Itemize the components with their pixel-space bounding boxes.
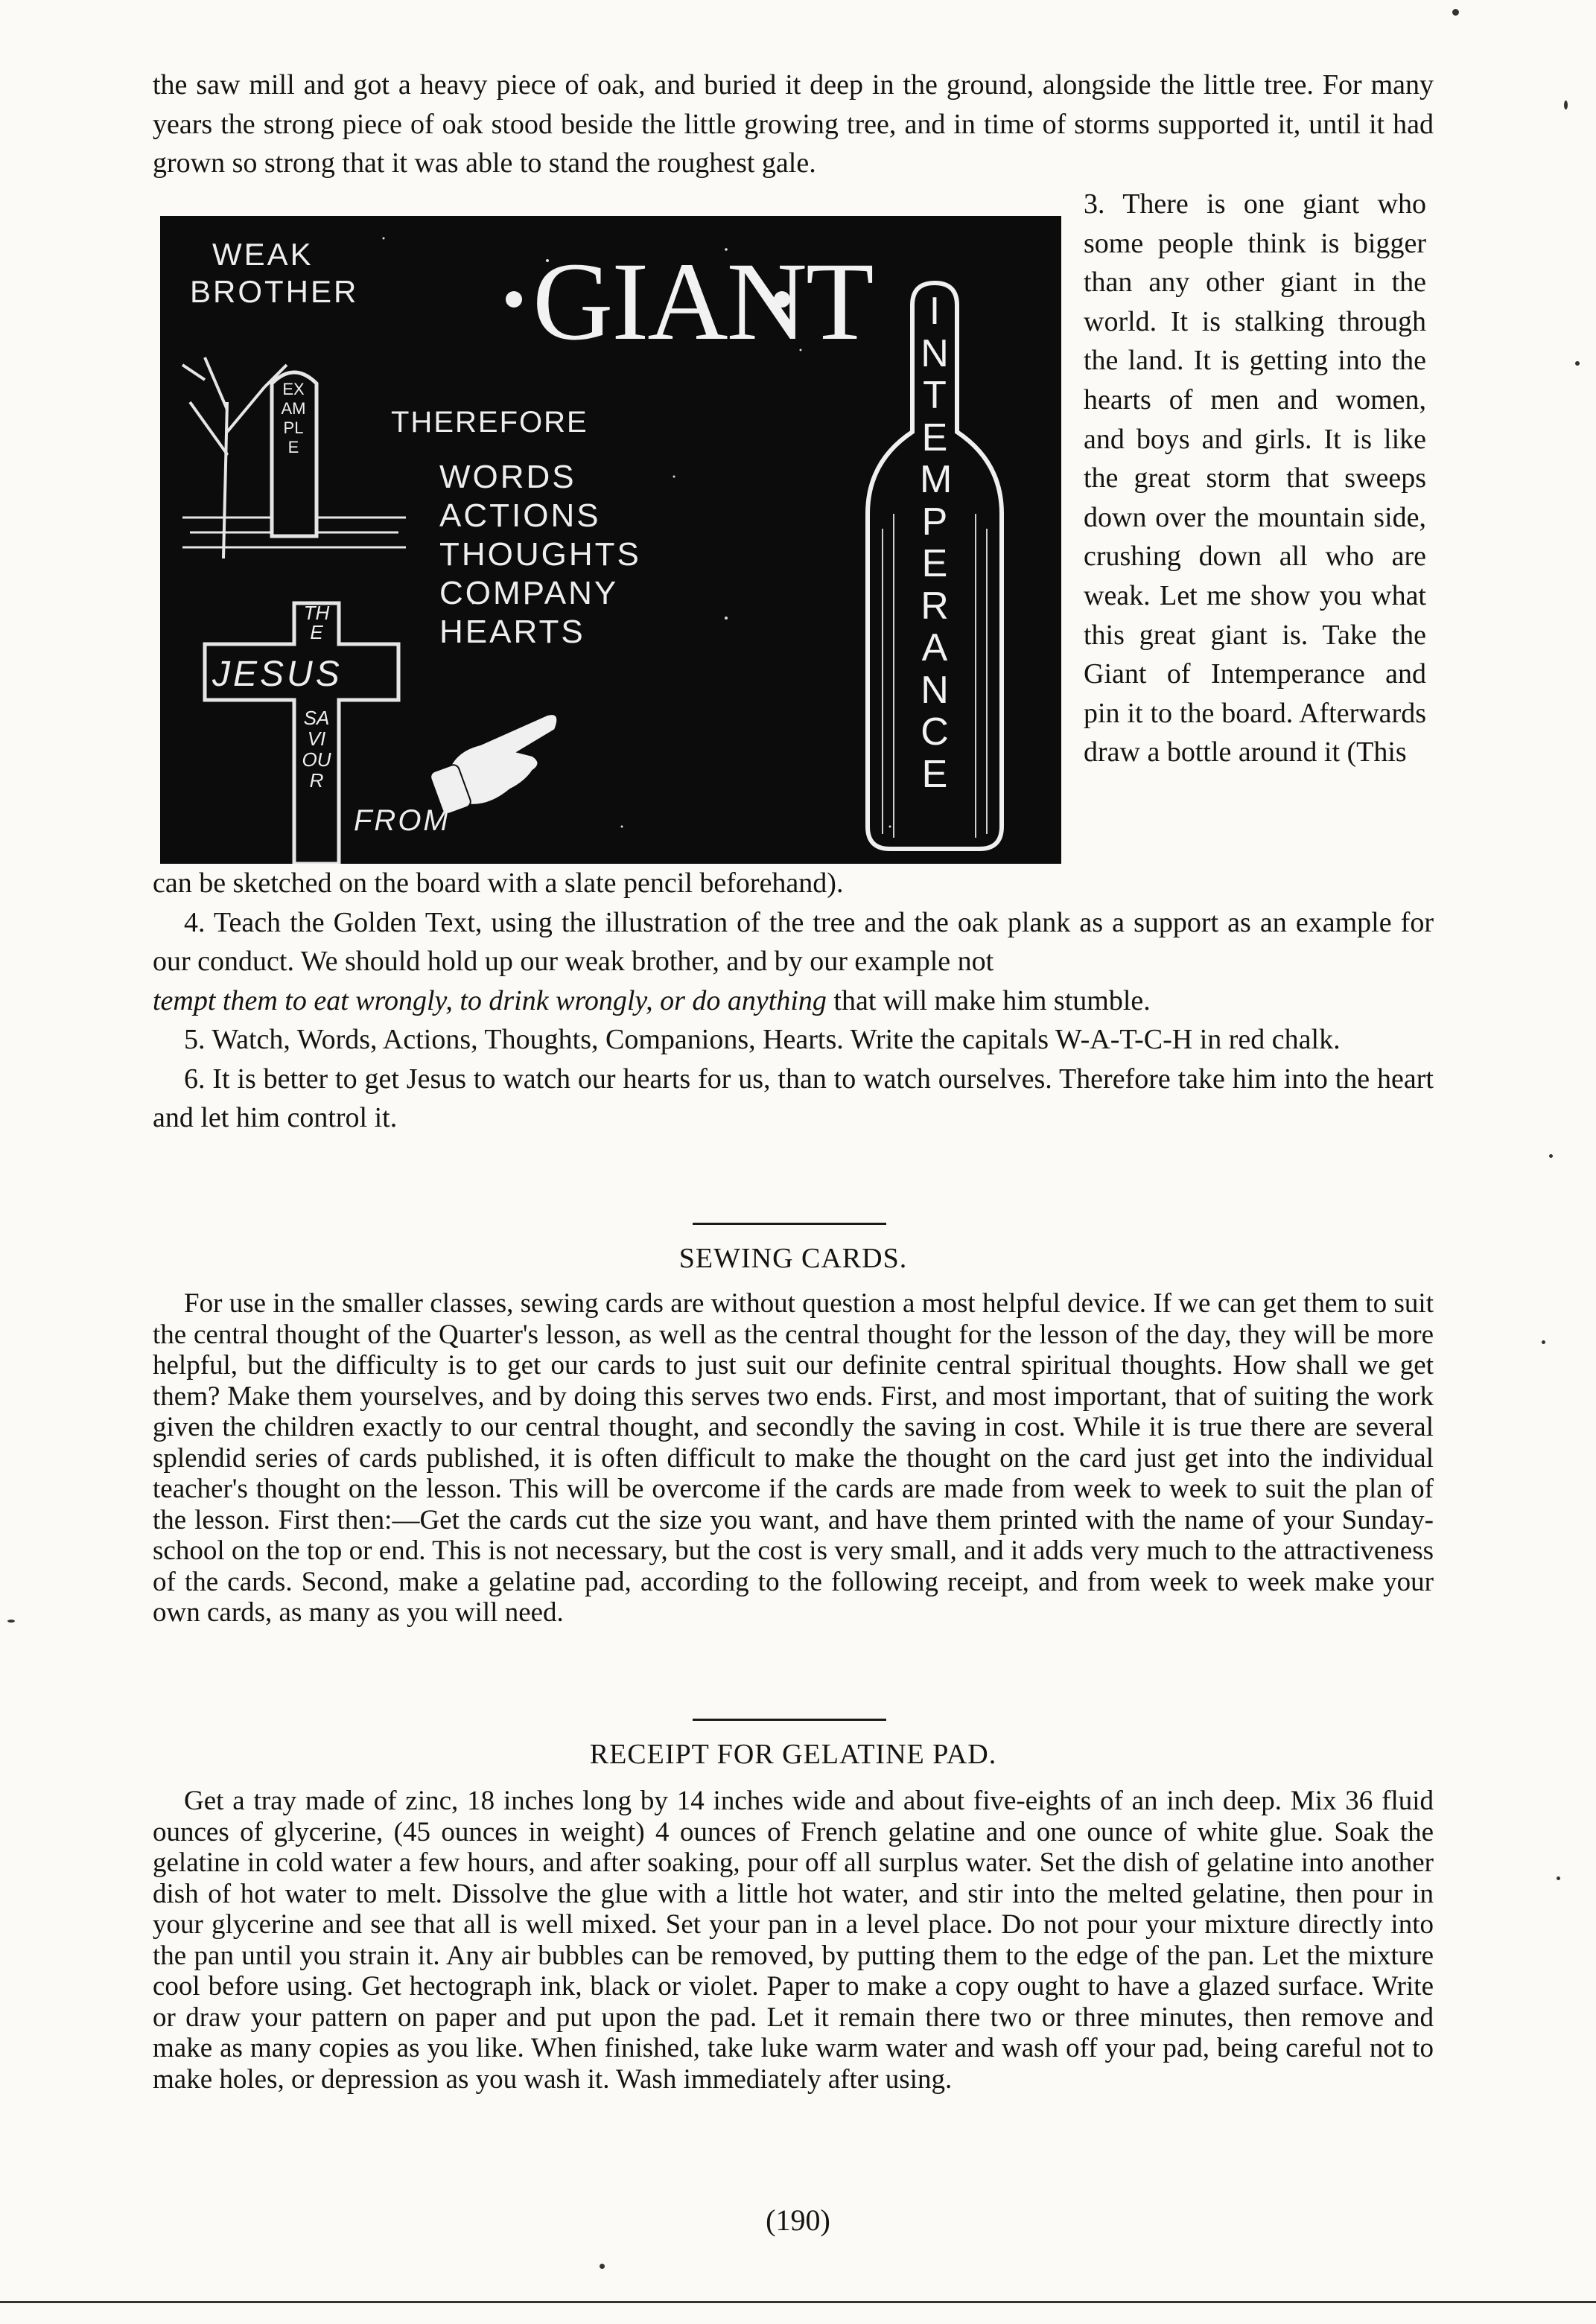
the-label: THE: [303, 602, 330, 643]
top-paragraph: the saw mill and got a heavy piece of oak, and buried it deep in the ground, alongside the little tree. For many years the strong piece of oak stood beside the little growing tree, and in time of storms supported it, until it had grown so strong that it was able to stand the roughest gale.: [153, 69, 1434, 179]
item-4-text: 4. Teach the Golden Text, using the illustration of the tree and the oak plank as a support as an example for our conduct. We should hold up our weak brother, and by our example not: [153, 906, 1434, 977]
watch-list: [439, 458, 641, 652]
scan-edge-line: [0, 2301, 1596, 2303]
saviour-label: SAVIOUR: [302, 707, 331, 792]
weak-label: WEAK: [212, 237, 314, 272]
receipt-text: Get a tray made of zinc, 18 inches long by 14 inches wide and about five-eights of an inch deep. Mix 36 fluid ounces of glycerine, (45 ounces in weight) 4 ounces of French gelatine and one ounce of white glue. Soak the gelatine in cold water a few hours, and after soaking, pour off all surplus water. Set the dish of gelatine into another dish of hot water to melt. Dissolve the glue with a little hot water, and stir into the melted gelatine, then pour in your glycerine and see that all is well mixed. Set your pan in a level place. Do not pour your mixture directly into the pan until you strain it. Any air bubbles can be removed, by putting them to the edge of the pan. Let the mixture cool before using. Get hectograph ink, black or violet. Paper to make a copy ought to have a glazed surface. Write or draw your pattern on paper and put upon the pad. Let it remain there two or three minutes, then remove and make as many copies as you like. When finished, take luke warm water and wash off your pad, being careful not to make holes, or depression as you wash it. Wash immediately after using.: [153, 1786, 1434, 2095]
item-3-text: 3. There is one giant who some people think is bigger than any other giant in the world. It is stalking through the land. It is getting into the hearts of men and women, and boys and girls. It is like the great storm that sweeps down over the mountain side, crushing down all who are weak. Let me show you what this great giant is. Take the Giant of Intemperance and pin it to the board. Afterwards draw a bottle around it (This: [1084, 188, 1426, 768]
speck: [600, 2264, 605, 2269]
sewing-cards-text: For use in the smaller classes, sewing cards are without question a most helpful device. If we can get them to suit the central thought of the Quarter's lesson, as well as the central thought for the lesson of the day, they will be more helpful, but the difficulty is to get our cards to just suit our definite central spiritual thoughts. How shall we get them? Make them yourselves, and by doing this serves two ends. First, and most important, that of suiting the work given the children exactly to our central thought, and secondly the saving in cost. While it is true there are several splendid series of cards published, it is often difficult to make the thought on the card just get into the individual teacher's thought on the lesson. This will be overcome if the cards are made from week to week to suit the plan of the lesson. First then:—Get the cards cut the size you want, and have them printed with the name of your Sunday-school on the top or end. This is not necessary, but the cost is very small, and it adds very much to the attractiveness of the cards. Second, make a gelatine pad, according to the following receipt, and from week to week make your own cards, as many as you will need.: [153, 1288, 1434, 1628]
speck: [1542, 1340, 1545, 1344]
example-label: EXAMPLE: [281, 380, 306, 456]
word-actions: ACTIONS: [439, 497, 601, 534]
sewing-cards-heading: SEWING CARDS.: [678, 1243, 908, 1274]
word-company: COMPANY: [439, 575, 619, 611]
speck: [1557, 1876, 1560, 1880]
speck: [1564, 101, 1568, 109]
section-divider: [693, 1223, 886, 1225]
intemperance-label: INTEMPERANCE: [920, 290, 953, 796]
from-label: FROM: [354, 804, 451, 837]
speck: [1575, 361, 1580, 366]
item-5-text: 5. Watch, Words, Actions, Thoughts, Companions, Hearts. Write the capitals W-A-T-C-H in red chalk.: [184, 1024, 1341, 1055]
word-thoughts: THOUGHTS: [439, 536, 641, 573]
item-4-tail: that will make him stumble.: [833, 984, 1151, 1016]
item-4-italic: tempt them to eat wrongly, to drink wrongly, or do anything: [153, 984, 827, 1016]
speck: [7, 1620, 15, 1623]
word-hearts: HEARTS: [439, 614, 585, 650]
jesus-label: JESUS: [212, 655, 343, 694]
word-words: WORDS: [439, 459, 576, 495]
bullet-dot: [506, 291, 522, 308]
therefore-label: THEREFORE: [391, 406, 588, 439]
item-3-continued: can be sketched on the board with a slate pencil beforehand).: [153, 867, 844, 899]
section-divider: [693, 1719, 886, 1721]
pointing-hand-icon: [429, 714, 557, 815]
item-4-text-end: [153, 981, 1434, 1021]
giant-title: GIANT: [532, 240, 873, 363]
speck: [1549, 1154, 1553, 1158]
speck: [1452, 9, 1459, 16]
giant-illustration: [160, 216, 1061, 864]
item-6-text: 6. It is better to get Jesus to watch our hearts for us, than to watch ourselves. Therefore take him into the heart and let him control it.: [153, 1063, 1434, 1133]
page-number: (190): [766, 2203, 830, 2237]
receipt-heading: RECEIPT FOR GELATINE PAD.: [589, 1739, 997, 1770]
brother-label: BROTHER: [190, 274, 359, 309]
